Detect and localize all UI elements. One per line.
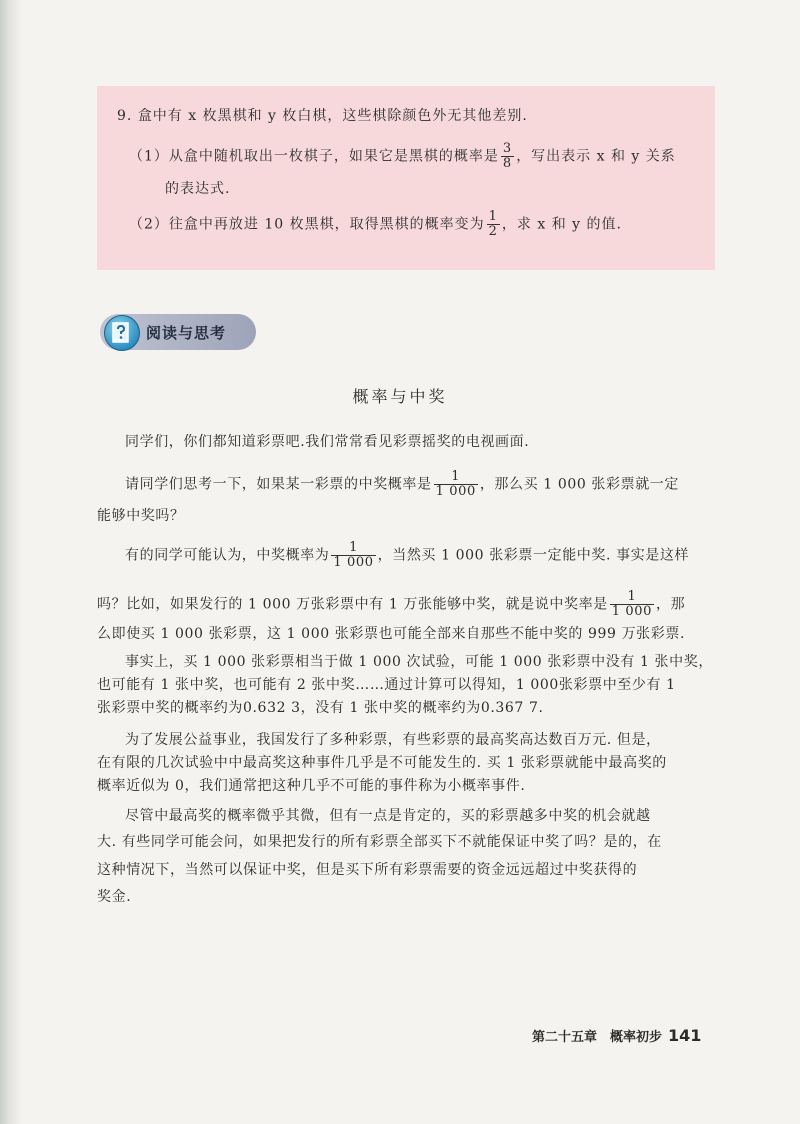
p3-fraction-2-denominator: 1 000 xyxy=(611,604,653,619)
paragraph-2-line-1 xyxy=(125,470,679,499)
exercise-q1-line1 xyxy=(129,142,676,171)
q1-fraction-numerator: 3 xyxy=(502,141,513,156)
question-book-icon xyxy=(104,315,140,351)
paragraph-1: 同学们，你们都知道彩票吧.我们常常看见彩票摇奖的电视画面. xyxy=(125,434,530,450)
article-title: 概率与中奖 xyxy=(352,387,448,406)
exercise-q1-line2: 的表达式. xyxy=(165,181,231,197)
q2-fraction xyxy=(487,210,500,239)
paragraph-4-line-3: 张彩票中奖的概率约为0.632 3，没有 1 张中奖的概率约为0.367 7. xyxy=(97,700,544,716)
q2-text-b: ，求 x 和 y 的值. xyxy=(501,216,622,233)
paragraph-4-line-2: 也可能有 1 张中奖，也可能有 2 张中奖……通过计算可以得知，1 000张彩票中至少有 1 xyxy=(97,677,676,693)
paragraph-3-line-3: 么即使买 1 000 张彩票，这 1 000 张彩票也可能全部来自那些不能中奖的 999 万张彩票. xyxy=(97,626,686,642)
p3-fraction-2-numerator: 1 xyxy=(627,589,637,604)
p3-fraction-1-denominator: 1 000 xyxy=(333,555,374,570)
paragraph-2-line-2: 能够中奖吗？ xyxy=(97,508,185,524)
p3-text-a: 有的同学可能认为，中奖概率为 xyxy=(125,547,330,564)
p3-text-b: ，当然买 1 000 张彩票一定能中奖. 事实是这样 xyxy=(377,547,690,564)
p3-fraction-1-numerator: 1 xyxy=(349,540,358,555)
paragraph-6-line-1: 尽管中最高奖的概率微乎其微，但有一点是肯定的，买的彩票越多中奖的机会就越 xyxy=(125,808,651,824)
q1-text-b: ，写出表示 x 和 y 关系 xyxy=(516,148,676,165)
p3-text-c: 吗？比如，如果发行的 1 000 万张彩票中有 1 万张能够中奖，就是说中奖率是 xyxy=(97,596,608,613)
p3-text-d: ，那 xyxy=(656,596,686,613)
p3-fraction-1 xyxy=(331,541,375,570)
q1-fraction xyxy=(501,142,514,171)
exercise-9-box xyxy=(97,86,715,270)
q2-fraction-denominator: 2 xyxy=(488,224,498,239)
page-footer xyxy=(532,1026,701,1045)
paragraph-5-line-1: 为了发展公益事业，我国发行了多种彩票，有些彩票的最高奖高达数百万元. 但是， xyxy=(125,732,661,748)
q2-fraction-numerator: 1 xyxy=(488,209,498,224)
p2-fraction-numerator: 1 xyxy=(451,469,461,484)
page-number: 141 xyxy=(668,1026,702,1045)
paragraph-6-line-2: 大. 有些同学可能会问，如果把发行的所有彩票全部买下不就能保证中奖了吗？是的，在 xyxy=(97,834,662,850)
exercise-number: 9. xyxy=(117,108,133,124)
paragraph-5-line-2: 在有限的几次试验中中最高奖这种事件几乎是不可能发生的. 买 1 张彩票就能中最高奖的 xyxy=(97,755,667,771)
exercise-stem-line xyxy=(117,106,528,126)
banner-label: 阅读与思考 xyxy=(146,324,227,342)
paragraph-5-line-3: 概率近似为 0，我们通常把这种几乎不可能的事件称为小概率事件. xyxy=(97,778,526,794)
p2-fraction-denominator: 1 000 xyxy=(435,484,476,499)
paragraph-4-line-1: 事实上，买 1 000 张彩票相当于做 1 000 次试验，可能 1 000 张彩票中没有 1 张中奖， xyxy=(125,654,713,670)
paragraph-3-line-2 xyxy=(97,590,685,619)
p2-fraction xyxy=(434,470,478,499)
paragraph-6-line-3: 这种情况下，当然可以保证中奖，但是买下所有彩票需要的资金远远超过中奖获得的 xyxy=(97,862,638,878)
p2-text-b: ，那么买 1 000 张彩票就一定 xyxy=(479,476,680,493)
p3-fraction-2 xyxy=(610,590,654,619)
chapter-label: 第二十五章 概率初步 xyxy=(532,1030,663,1045)
p2-text-a: 请同学们思考一下，如果某一彩票的中奖概率是 xyxy=(125,476,432,493)
exercise-q2-line xyxy=(129,210,622,239)
paragraph-6-line-4: 奖金. xyxy=(97,889,132,905)
exercise-stem: 盒中有 x 枚黑棋和 y 枚白棋，这些棋除颜色外无其他差别. xyxy=(137,108,528,124)
book-spine-shadow xyxy=(0,0,22,1124)
paragraph-3-line-1 xyxy=(125,541,689,570)
q1-text-a: （1）从盒中随机取出一枚棋子，如果它是黑棋的概率是 xyxy=(129,148,499,165)
reading-thinking-banner xyxy=(100,314,256,350)
q2-text-a: （2）往盒中再放进 10 枚黑棋，取得黑棋的概率变为 xyxy=(129,216,485,233)
q1-fraction-denominator: 8 xyxy=(502,156,513,171)
